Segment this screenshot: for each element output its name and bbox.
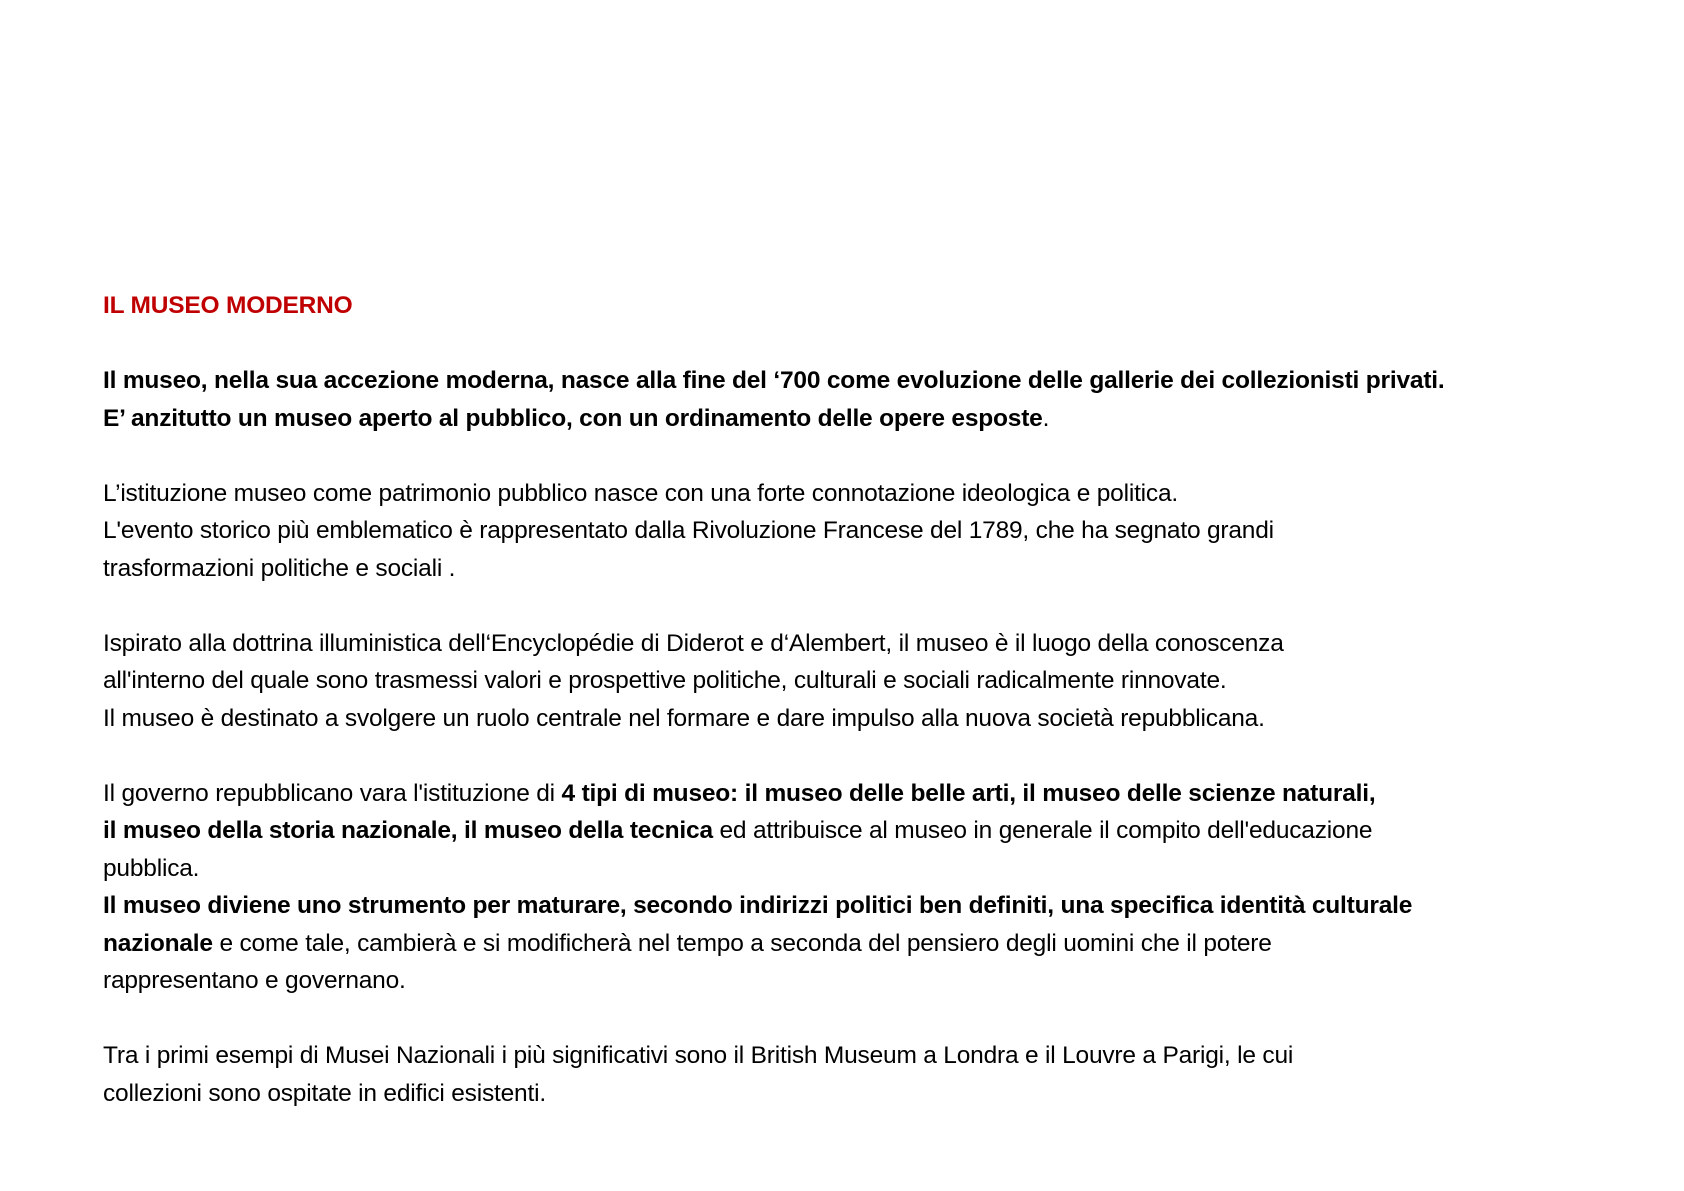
- text-line: Tra i primi esempi di Musei Nazionali i più significativi sono il British Museum a Londra e il Louvre a Parigi, le cui: [103, 1042, 1294, 1069]
- text-line: Il museo diviene uno strumento per maturare, secondo indirizzi politici ben definiti, una specifica identità culturale: [103, 892, 1413, 919]
- text-line: trasformazioni politiche e sociali .: [103, 554, 456, 582]
- text-line: collezioni sono ospitate in edifici esistenti.: [103, 1079, 546, 1107]
- bold-text: nazionale: [103, 929, 213, 957]
- text-line: Il museo, nella sua accezione moderna, nasce alla fine del ‘700 come evoluzione delle gallerie dei collezionisti privati.: [103, 367, 1445, 394]
- text-line: all'interno del quale sono trasmessi valori e prospettive politiche, culturali e sociali radicalmente rinnovate.: [103, 667, 1227, 694]
- bold-text: 4 tipi di museo: il museo delle belle arti, il museo delle scienze naturali,: [561, 779, 1376, 807]
- text-line: [103, 775, 1663, 813]
- page-title: IL MUSEO MODERNO: [103, 292, 353, 319]
- text-line: L'evento storico più emblematico è rappresentato dalla Rivoluzione Francese del 1789, che ha segnato grandi: [103, 517, 1274, 544]
- text-fragment: .: [1042, 404, 1050, 432]
- bold-text: E’ anzitutto un museo aperto al pubblico, con un ordinamento delle opere esposte: [103, 404, 1043, 432]
- text-line: [103, 812, 1663, 850]
- text-fragment: ed attribuisce al museo in generale il compito dell'educazione: [712, 817, 1373, 844]
- document-body: [103, 287, 1663, 1112]
- text-line: L’istituzione museo come patrimonio pubblico nasce con una forte connotazione ideologica e politica.: [103, 479, 1179, 507]
- text-line: Il museo è destinato a svolgere un ruolo centrale nel formare e dare impulso alla nuova società repubblicana.: [103, 704, 1265, 732]
- paragraph-illuminismo: [103, 625, 1663, 738]
- text-fragment: e come tale, cambierà e si modificherà nel tempo a seconda del pensiero degli uomini che il potere: [212, 929, 1272, 957]
- paragraph-istituzione: [103, 475, 1663, 588]
- spacer: [103, 737, 1663, 775]
- paragraph-governo: [103, 775, 1663, 1000]
- spacer: [103, 325, 1663, 363]
- text-line: rappresentano e governano.: [103, 967, 406, 994]
- text-line: [103, 400, 1663, 438]
- paragraph-esempi: [103, 1037, 1663, 1112]
- text-line: [103, 925, 1663, 963]
- spacer: [103, 587, 1663, 625]
- bold-text: il museo della storia nazionale, il museo della tecnica: [103, 817, 713, 844]
- paragraph-intro: [103, 362, 1663, 437]
- spacer: [103, 437, 1663, 475]
- text-fragment: Il governo repubblicano vara l'istituzione di: [103, 779, 562, 807]
- spacer: [103, 1000, 1663, 1038]
- text-line: Ispirato alla dottrina illuministica dell‘Encyclopédie di Diderot e d‘Alembert, il museo è il luogo della conoscenza: [103, 629, 1284, 657]
- text-line: pubblica.: [103, 854, 200, 882]
